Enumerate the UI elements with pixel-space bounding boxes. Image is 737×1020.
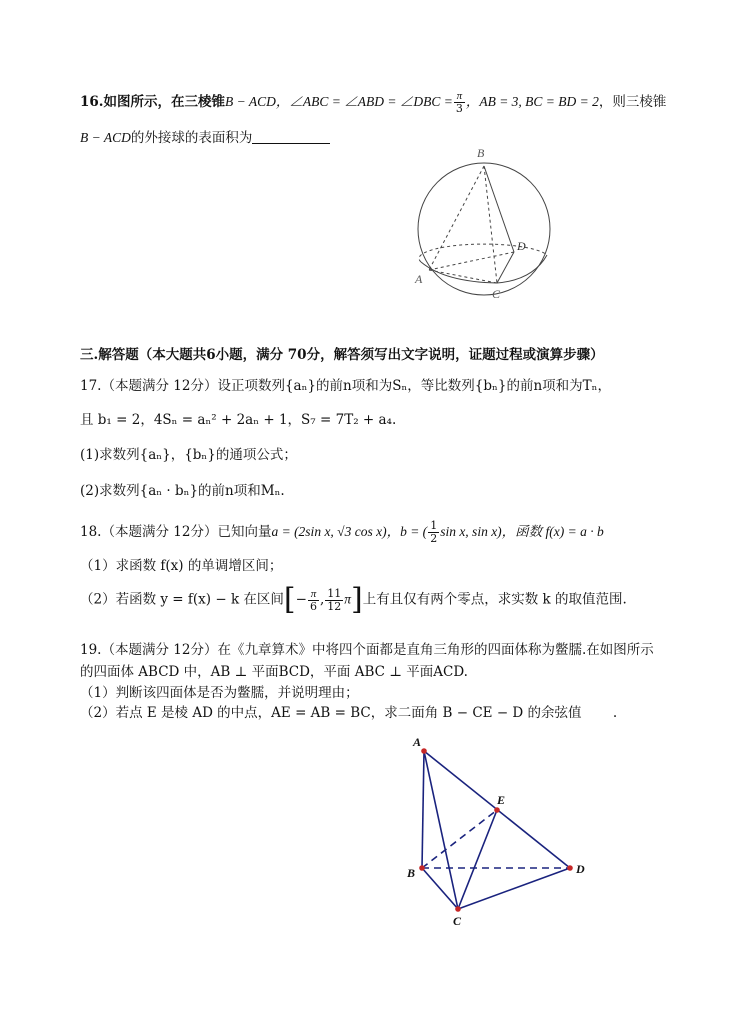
q19-line2: 的四面体 ABCD 中，AB ⊥ 平面BCD，平面 ABC ⊥ 平面ACD. bbox=[80, 664, 468, 680]
sphere-outline bbox=[418, 163, 550, 295]
q18-part2-prefix: （2）若函数 y = f(x) − k 在区间 bbox=[80, 591, 284, 608]
edge-CD bbox=[458, 868, 570, 909]
q18-half: $\frac{1}{2}$ bbox=[430, 519, 438, 545]
edge-BC bbox=[422, 868, 458, 909]
q18-vectors: a = (2sin x, √3 cos x)，b = ( bbox=[271, 524, 428, 539]
label-C: C bbox=[453, 914, 462, 928]
q19-tetrahedron-figure bbox=[395, 730, 605, 930]
label-A: A bbox=[413, 735, 422, 749]
edge-AC bbox=[429, 270, 497, 283]
q17-part2: (2)求数列{aₙ · bₙ}的前n项和Mₙ. bbox=[80, 483, 285, 499]
q16-sphere-figure bbox=[405, 140, 565, 305]
q18-part2: （2）若函数 y = f(x) − k 在区间[− $\frac{\pi}{6}$ , $\frac{11}{12}$ π]上有且仅有两个零点，求实数 k 的取值范围. bbox=[80, 582, 627, 617]
edge-CE bbox=[458, 810, 497, 909]
label-C: C bbox=[492, 287, 501, 301]
label-E: E bbox=[497, 793, 506, 807]
q19-part2: （2）若点 E 是棱 AD 的中点，AE = AB = BC，求二面角 B − CE − D 的余弦值 . bbox=[80, 705, 618, 721]
q19-part1: （1）判断该四面体是否为鳖臑，并说明理由； bbox=[80, 685, 359, 701]
q16-pyramid-2: B − ACD bbox=[80, 130, 131, 145]
q18-line1 bbox=[80, 520, 604, 545]
q16-question: 的外接球的表面积为 bbox=[130, 130, 253, 146]
point-E bbox=[494, 807, 500, 813]
point-D bbox=[567, 865, 573, 871]
q17-line2: 且 b₁ = 2，4Sₙ = aₙ² + 2aₙ + 1，S₇ = 7T₂ + a₄. bbox=[80, 412, 397, 428]
edge-AB bbox=[422, 751, 424, 868]
equator-front bbox=[421, 255, 547, 283]
q16-pi-over-3: $\frac{\pi}{3}$ bbox=[455, 90, 463, 115]
point-B bbox=[419, 865, 425, 871]
label-D: D bbox=[576, 862, 585, 876]
q18-part2-suffix: 上有且仅有两个零点，求实数 k 的取值范围. bbox=[362, 591, 627, 608]
q18-part1: （1）求函数 f(x) 的单调增区间； bbox=[80, 558, 283, 574]
edge-BA bbox=[429, 166, 484, 270]
edge-AD bbox=[429, 252, 514, 270]
q16-lengths: ，AB = 3, BC = BD = 2 bbox=[465, 94, 599, 109]
q16-pyramid: B − ACD bbox=[225, 94, 276, 109]
label-D: D bbox=[517, 239, 526, 253]
label-B: B bbox=[477, 146, 485, 160]
point-C bbox=[455, 906, 461, 912]
answer-blank[interactable] bbox=[252, 129, 330, 144]
q18-pi6: $\frac{\pi}{6}$ bbox=[309, 587, 317, 613]
section-heading: 三.解答题（本大题共6小题，满分 70分，解答须写出文字说明，证题过程或演算步骤） bbox=[80, 347, 604, 363]
q18-11-12: $\frac{11}{12}$ bbox=[327, 586, 342, 613]
q19-line1: 19.（本题满分 12分）在《九章算术》中将四个面都是直角三角形的四面体称为鳖臑.在如图所示 bbox=[80, 642, 654, 658]
label-B: B bbox=[407, 866, 416, 880]
q16-prefix: 16.如图所示，在三棱锥 bbox=[80, 94, 225, 110]
q16-line1 bbox=[80, 90, 666, 115]
q16-suffix: ，则三棱锥 bbox=[598, 94, 667, 110]
q17-line1: 17.（本题满分 12分）设正项数列{aₙ}的前n项和为Sₙ，等比数列{bₙ}的前n项和为Tₙ， bbox=[80, 378, 611, 394]
q16-angles: ，∠ABC = ∠ABD = ∠DBC = bbox=[275, 94, 453, 109]
q16-line2 bbox=[80, 128, 330, 148]
q18-vector-b: sin x, sin x)，函数 f(x) = a · b bbox=[440, 524, 604, 539]
q18-prefix: 18.（本题满分 12分）已知向量 bbox=[80, 524, 272, 540]
point-A bbox=[421, 748, 427, 754]
q17-part1: (1)求数列{aₙ}，{bₙ}的通项公式； bbox=[80, 447, 297, 463]
edge-CD bbox=[497, 252, 514, 283]
label-A: A bbox=[415, 272, 423, 286]
